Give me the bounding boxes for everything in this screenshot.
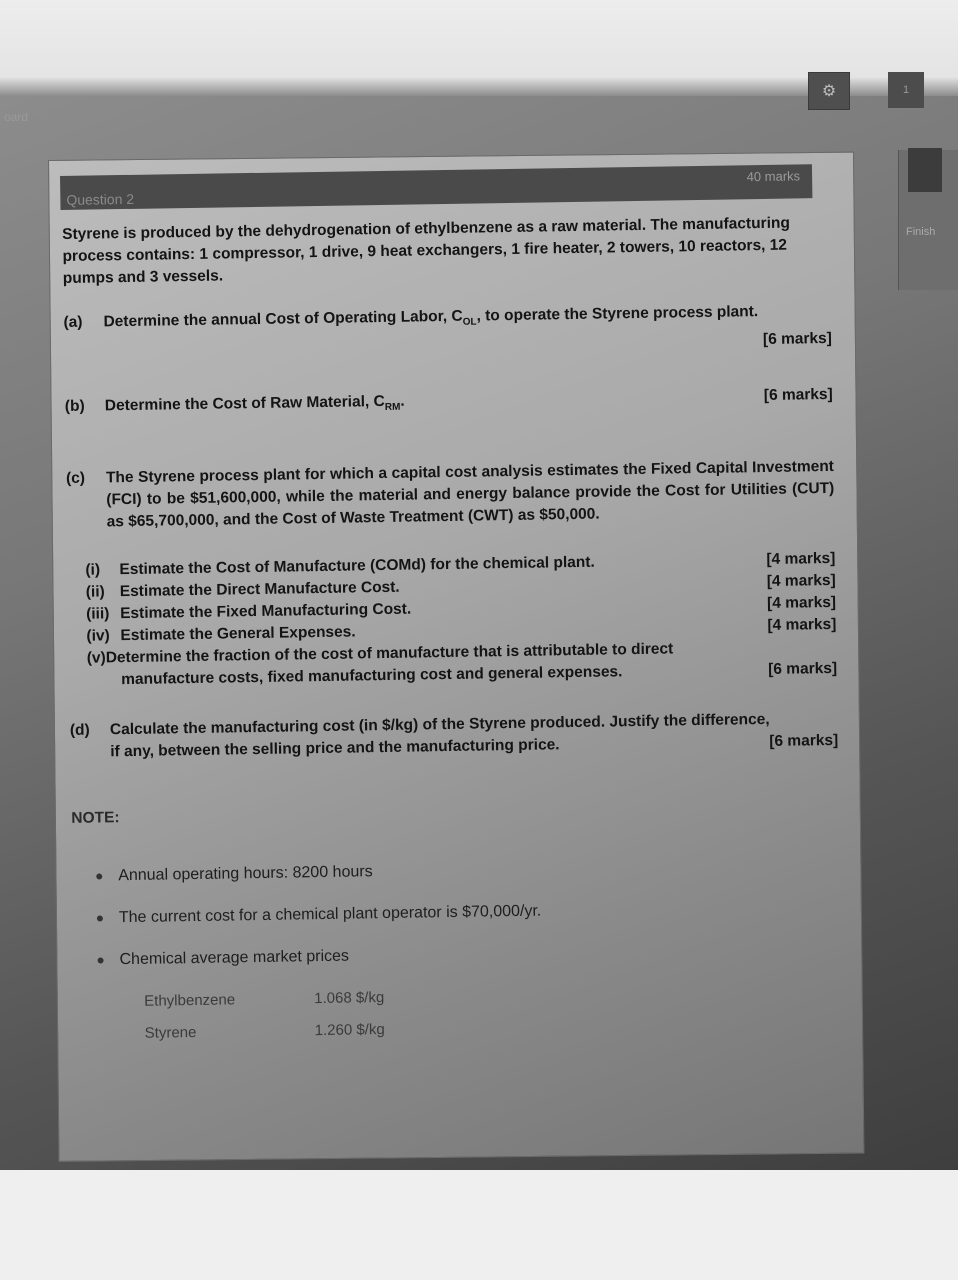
gear-icon: ⚙	[821, 83, 837, 100]
part-b-marks: [6 marks]	[763, 386, 833, 405]
question-nav-tile[interactable]	[908, 148, 942, 192]
part-d-text: Calculate the manufacturing cost (in $/kg) of the Styrene produced. Justify the difference,	[109, 711, 770, 739]
chemical-price: 1.068 $/kg	[314, 989, 385, 1008]
part-a-text: Determine the annual Cost of Operating Labor, C	[103, 307, 463, 331]
question-label: Question 2	[66, 190, 135, 208]
part-b-subscript: RM	[384, 401, 401, 414]
question-nav-button[interactable]: 1	[888, 72, 924, 108]
subquestion-text: Estimate the General Expenses.	[120, 623, 356, 645]
list-item-text: The current cost for a chemical plant operator is $70,000/yr.	[118, 902, 542, 927]
part-c-label: (c)	[65, 469, 86, 488]
paper-edge	[0, 1170, 958, 1280]
subquestion-marks: [4 marks]	[766, 550, 836, 569]
part-c-text: The Styrene process plant for which a capital cost analysis estimates the Fixed Capital Investment (FCI) to be $51,600,000, while the material and energy balance provide the Cost for Utilities (CUT) as $65,700,000, and the Cost of Waste Treatment (CWT) as $50,000.	[105, 458, 835, 531]
bullet-icon	[98, 958, 104, 964]
finish-attempt-link[interactable]: Finish	[906, 226, 936, 238]
subquestion-text: Determine the fraction of the cost of manufacture that is attributable to direct	[105, 640, 674, 667]
question-intro: Styrene is produced by the dehydrogenation of ethylbenzene as a raw material. The manufacturing process contains: 1 compressor, 1 drive, 9 heat exchangers, 1 fire heater, 2 towers, 10 reactors, 12 pumps and 3 vessels.	[62, 214, 791, 287]
part-d-label: (d)	[69, 721, 90, 740]
part-b-text: Determine the Cost of Raw Material, C	[104, 393, 385, 415]
question-marks: 40 marks	[746, 168, 801, 185]
part-a-marks: [6 marks]	[762, 330, 833, 349]
part-a-subscript: OL	[462, 316, 477, 328]
settings-button[interactable]	[808, 72, 850, 110]
subquestion-text: Estimate the Cost of Manufacture (COMd) for the chemical plant.	[119, 553, 595, 579]
chemical-price: 1.260 $/kg	[314, 1021, 385, 1040]
chemical-name: Styrene	[144, 1024, 197, 1042]
part-b-tail: .	[400, 392, 405, 410]
part-a-tail: , to operate the Styrene process plant.	[476, 303, 759, 325]
subquestion-text: Estimate the Fixed Manufacturing Cost.	[119, 600, 412, 623]
note-list	[96, 854, 842, 972]
chemical-name: Ethylbenzene	[144, 991, 236, 1010]
subquestion-number: (v)	[86, 649, 106, 667]
list-item	[97, 938, 841, 972]
note-title: NOTE:	[71, 809, 120, 828]
question-content	[62, 212, 843, 1046]
part-c-subquestions	[85, 548, 837, 692]
subquestion-text: Estimate the Direct Manufacture Cost.	[119, 578, 400, 601]
bullet-icon	[96, 874, 102, 880]
part-c	[66, 456, 835, 534]
part-b-label: (b)	[64, 397, 85, 416]
list-item-text: Chemical average market prices	[119, 947, 350, 969]
list-item-text: Annual operating hours: 8200 hours	[118, 863, 373, 885]
subquestion-text: manufacture costs, fixed manufacturing cost and general expenses.	[121, 663, 623, 689]
part-a-label: (a)	[63, 313, 83, 331]
list-item	[97, 896, 841, 930]
part-d-text-2: if any, between the selling price and the manufacturing price.	[110, 736, 560, 761]
subquestion-number: (iii)	[86, 605, 110, 623]
subquestion-number: (ii)	[85, 583, 105, 601]
subquestion-marks: [4 marks]	[766, 572, 836, 591]
subquestion-marks: [4 marks]	[767, 616, 837, 635]
part-d-marks: [6 marks]	[769, 732, 839, 751]
subquestion-marks: [4 marks]	[766, 594, 837, 613]
subquestion-number: (iv)	[86, 627, 110, 645]
subquestion-marks: [6 marks]	[768, 660, 838, 679]
subquestion-number: (i)	[85, 561, 101, 579]
dashboard-link-text[interactable]: oard	[4, 110, 29, 124]
bullet-icon	[97, 916, 103, 922]
price-table	[144, 980, 843, 1045]
